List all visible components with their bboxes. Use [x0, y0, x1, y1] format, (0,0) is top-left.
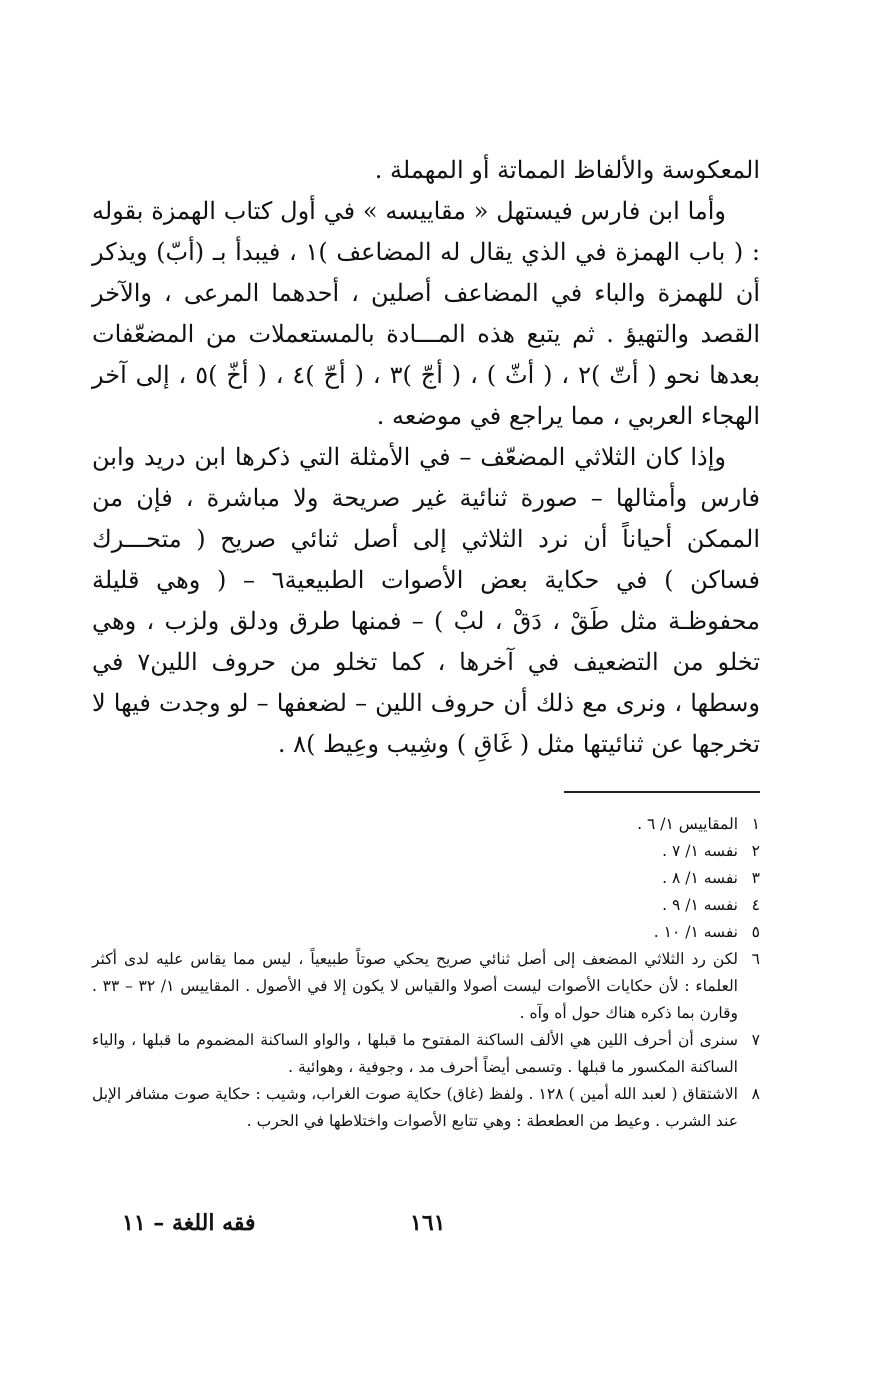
- footnote-text: نفسه ١/ ٧ .: [662, 842, 738, 860]
- footnote-1: [92, 811, 760, 838]
- page-content: [92, 150, 760, 1250]
- page-footer: [110, 1210, 760, 1250]
- footnote-2: [92, 838, 760, 865]
- paragraph-2: وأما ابن فارس فيستهل « مقاييسه » في أول كتاب الهمزة بقوله : ( باب الهمزة في الذي يقال له المضاعف )١ ، فيبدأ بـ (أبّ) ويذكر أن للهمزة والباء في المضاعف أصلين ، أحدهما المرعى ، والآخر القصد والتهيؤ . ثم يتبع هذه المـــادة بالمستعملات من المضعّفات بعدها نحو ( أتّ )٢ ، ( أثّ ) ، ( أجّ )٣ ، ( أحّ )٤ ، ( أخّ )٥ ، إلى آخر الهجاء العربي ، مما يراجع في موضعه .: [92, 197, 761, 430]
- footnote-number: ٢: [751, 842, 760, 860]
- footnote-text: سنرى أن أحرف اللين هي الألف الساكنة المفتوح ما قبلها ، والواو الساكنة المضموم ما قبلها ، والياء الساكنة المكسور ما قبلها . وتسمى أيضاً أحرف مد ، وجوفية ، وهوائية .: [92, 1031, 738, 1076]
- footnote-text: الاشتقاق ( لعبد الله أمين ) ١٢٨ . ولفظ (غاق) حكاية صوت الغراب، وشيب : حكاية صوت مشافر الإبل عند الشرب . وعيط من العطعطة : وهي تتابع الأصوات واختلاطها في الحرب .: [92, 1085, 738, 1130]
- footnote-8: [92, 1081, 760, 1135]
- footnote-7: [92, 1027, 760, 1081]
- footnote-text: نفسه ١/ ٩ .: [662, 896, 738, 914]
- body-text: [92, 150, 760, 765]
- footnote-4: [92, 892, 760, 919]
- paragraph-1: المعكوسة والألفاظ المماتة أو المهملة .: [374, 156, 760, 184]
- footnote-number: ٦: [751, 950, 760, 968]
- book-title: فقه اللغة – ١١: [122, 1210, 256, 1236]
- footnote-6: [92, 946, 760, 1027]
- page-number: ١٦١: [410, 1210, 446, 1236]
- footnotes: [92, 811, 760, 1135]
- footnote-text: لكن رد الثلاثي المضعف إلى أصل ثنائي صريح يحكي صوتاً طبيعياً ، ليس مما يقاس عليه لدى أكثر العلماء : لأن حكايات الأصوات ليست أصولا والقياس لا يكون إلا في الأصول . المقاييس ١/ ٣٢ – ٣٣ . وقارن بما ذكره هناك حول أه وآه .: [92, 950, 738, 1022]
- footnote-number: ٣: [751, 869, 760, 887]
- footnote-3: [92, 865, 760, 892]
- footnote-number: ٨: [751, 1085, 760, 1103]
- footnote-divider: [564, 791, 760, 793]
- footnote-text: نفسه ١/ ١٠ .: [653, 923, 738, 941]
- footnote-number: ٥: [751, 923, 760, 941]
- paragraph-3: وإذا كان الثلاثي المضعّف – في الأمثلة التي ذكرها ابن دريد وابن فارس وأمثالها – صورة ثنائية غير صريحة ولا مباشرة ، فإن من الممكن أحياناً أن نرد الثلاثي إلى أصل ثنائي صريح ( متحـــرك فساكن ) في حكاية بعض الأصوات الطبيعية٦ – ( وهي قليلة محفوظـة مثل طَقْ ، دَقْ ، لبْ ) – فمنها طرق ودلق ولزب ، وهي تخلو من التضعيف في آخرها ، كما تخلو من حروف اللين٧ في وسطها ، ونرى مع ذلك أن حروف اللين – لضعفها – لو وجدت فيها لا تخرجها عن ثنائيتها مثل ( غَاقِ ) وشِيب وعِيط )٨ .: [92, 443, 760, 758]
- footnote-5: [92, 919, 760, 946]
- footnote-text: نفسه ١/ ٨ .: [662, 869, 738, 887]
- footnote-text: المقاييس ١/ ٦ .: [637, 815, 738, 833]
- footnote-number: ٤: [751, 896, 760, 914]
- footnote-number: ١: [751, 815, 760, 833]
- footnote-number: ٧: [751, 1031, 760, 1049]
